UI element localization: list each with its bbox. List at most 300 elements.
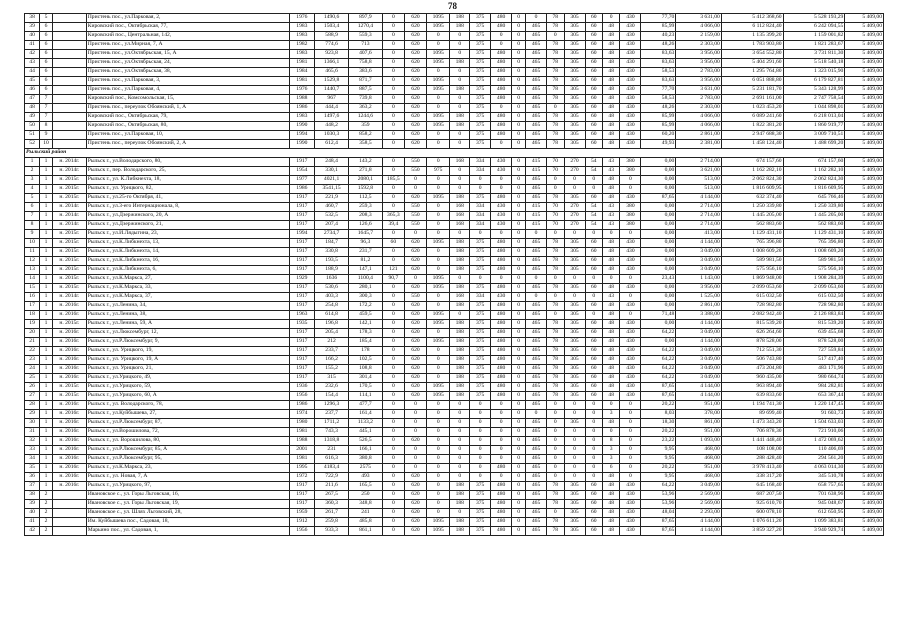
table-cell: 212: [315, 338, 349, 347]
table-row: [25, 356, 884, 365]
table-cell: 305: [564, 14, 585, 23]
table-cell: Пристень пос., ул.Мирная, 7, А: [86, 41, 289, 50]
table-cell: 0: [602, 428, 619, 437]
table-cell: 5 409,00: [845, 203, 884, 212]
table-cell: 254,8: [315, 302, 349, 311]
table-cell: 0: [512, 113, 526, 122]
table-cell: 2 569,00: [676, 500, 721, 509]
table-cell: 0,00: [641, 239, 676, 248]
table-cell: 620: [404, 59, 426, 68]
table-cell: 4 066,00: [676, 122, 721, 131]
table-cell: 0: [564, 464, 585, 473]
table-cell: 5 409,00: [845, 23, 884, 32]
table-cell: 188,9: [315, 266, 349, 275]
table-cell: Рыльск г., ул.Урицкого, 49,: [86, 374, 289, 383]
table-cell: 951,00: [676, 401, 721, 410]
table-cell: 2 099 053,60: [783, 284, 845, 293]
table-cell: 2: [25, 167, 40, 176]
table-cell: Рыльск г., ул. Новая, 7, А: [86, 473, 289, 482]
table-cell: 11: [25, 248, 40, 257]
table-cell: 54: [585, 221, 602, 230]
table-cell: 465: [526, 320, 547, 329]
table-cell: 87,65: [641, 392, 676, 401]
table-cell: 221,9: [315, 194, 349, 203]
table-cell: н. 2015г.: [52, 194, 86, 203]
table-cell: Пристень пос., переулок Обоянский, 2, А: [86, 140, 289, 149]
table-cell: 37: [25, 482, 40, 491]
table-cell: 60: [585, 374, 602, 383]
table-cell: 45: [25, 77, 40, 86]
table-cell: 1988: [289, 95, 315, 104]
table-cell: 430: [491, 203, 512, 212]
table-cell: 375: [470, 257, 491, 266]
table-cell: 480: [491, 383, 512, 392]
table-cell: 5 409,00: [845, 410, 884, 419]
table-cell: 193,5: [315, 257, 349, 266]
table-cell: 465: [526, 248, 547, 257]
table-cell: 0: [585, 419, 602, 428]
table-cell: 6 242 094,55: [783, 23, 845, 32]
table-cell: н. 2016г.: [52, 311, 86, 320]
table-cell: 3: [602, 446, 619, 455]
table-cell: 1: [40, 194, 53, 203]
table-cell: 375: [470, 266, 491, 275]
table-cell: 0: [382, 329, 404, 338]
table-cell: 0: [470, 230, 491, 239]
table-cell: 54: [585, 167, 602, 176]
table-cell: 0: [585, 464, 602, 473]
table-cell: 1: [40, 248, 53, 257]
table-cell: 1: [40, 365, 53, 374]
table-cell: 6: [602, 464, 619, 473]
table-cell: 231,7: [348, 248, 382, 257]
table-cell: 1 008 609,20: [721, 248, 783, 257]
table-cell: 48: [602, 131, 619, 140]
table-cell: 294 561,20: [783, 455, 845, 464]
table-cell: 0: [512, 230, 526, 239]
table-cell: 77,70: [641, 86, 676, 95]
table-cell: 305: [564, 509, 585, 518]
table-cell: 0: [450, 401, 470, 410]
table-cell: 2 747 758,54: [783, 95, 845, 104]
table-cell: 178: [348, 347, 382, 356]
table-cell: Рыльск г., ул.Урицкого, 97,: [86, 482, 289, 491]
table-cell: 3 049,00: [676, 329, 721, 338]
table-cell: 0: [382, 464, 404, 473]
table-cell: 430: [620, 248, 641, 257]
table-cell: 0: [427, 95, 450, 104]
table-cell: 465: [526, 392, 547, 401]
table-cell: 60: [585, 194, 602, 203]
table-cell: 305: [564, 527, 585, 536]
table-cell: 6: [40, 32, 53, 41]
table-cell: 1 135 399,20: [721, 32, 783, 41]
table-cell: 1095: [427, 284, 450, 293]
table-cell: 64,22: [641, 482, 676, 491]
table-cell: н. 2015г.: [52, 392, 86, 401]
table-cell: 620: [404, 320, 426, 329]
table-cell: 32: [25, 437, 40, 446]
table-cell: 48: [602, 257, 619, 266]
table-cell: 1917: [289, 293, 315, 302]
table-cell: 48: [602, 329, 619, 338]
table-cell: 0,00: [641, 167, 676, 176]
table-cell: 612 650,95: [783, 509, 845, 518]
table-cell: 674 157,60: [721, 158, 783, 167]
table-cell: 3 049,00: [676, 482, 721, 491]
table-cell: 468,00: [676, 473, 721, 482]
table-cell: 112,5: [348, 194, 382, 203]
table-cell: 620: [404, 491, 426, 500]
table-cell: 5 409,00: [845, 311, 884, 320]
table-cell: 185,4: [348, 338, 382, 347]
table-cell: 259,8: [315, 518, 349, 527]
table-cell: 0: [564, 446, 585, 455]
table-cell: 0: [450, 41, 470, 50]
table-cell: 465: [526, 77, 547, 86]
table-cell: 2 082 942,40: [721, 311, 783, 320]
table-cell: 7: [40, 104, 53, 113]
table-cell: 1983: [289, 113, 315, 122]
table-cell: 305: [564, 23, 585, 32]
table-cell: 188: [450, 257, 470, 266]
table-cell: 121: [382, 266, 404, 275]
table-cell: 480: [491, 464, 512, 473]
table-cell: 38: [25, 491, 40, 500]
table-cell: 430: [620, 482, 641, 491]
table-cell: 430: [620, 320, 641, 329]
table-cell: 1244,6: [348, 113, 382, 122]
table-cell: 375: [470, 131, 491, 140]
table-cell: 1988: [289, 437, 315, 446]
table-cell: 1095: [427, 122, 450, 131]
table-cell: 0: [427, 365, 450, 374]
table-cell: 43: [602, 203, 619, 212]
table-cell: 465: [526, 59, 547, 68]
table-cell: 728 982,80: [783, 302, 845, 311]
table-cell: 0: [547, 230, 564, 239]
table-cell: 480: [491, 131, 512, 140]
table-cell: 480: [491, 356, 512, 365]
table-row: [25, 509, 884, 518]
table-cell: н. 2016г.: [52, 437, 86, 446]
table-cell: 380: [620, 167, 641, 176]
table-cell: 0: [620, 464, 641, 473]
table-cell: 0: [547, 473, 564, 482]
table-cell: 448,2: [315, 122, 349, 131]
table-cell: 1 860 919,77: [783, 122, 845, 131]
table-cell: 1917: [289, 500, 315, 509]
table-cell: 0: [491, 446, 512, 455]
table-cell: 78: [547, 365, 564, 374]
table-cell: 305: [564, 329, 585, 338]
table-cell: 0: [585, 446, 602, 455]
table-cell: 722,9: [315, 473, 349, 482]
table-cell: 559,3: [348, 32, 382, 41]
table-cell: 0: [512, 104, 526, 113]
table-cell: 861,1: [348, 527, 382, 536]
table-cell: н. 2016г.: [52, 401, 86, 410]
table-cell: Пристень пос., ул.Октябрьская, 24,: [86, 59, 289, 68]
table-cell: 0: [547, 509, 564, 518]
table-cell: 0: [427, 212, 450, 221]
table-cell: 5 409,00: [845, 320, 884, 329]
table-cell: [52, 23, 86, 32]
table-cell: 38: [25, 14, 40, 23]
table-cell: 0: [450, 50, 470, 59]
table-cell: 0,00: [641, 338, 676, 347]
table-cell: 78: [547, 113, 564, 122]
table-cell: 0: [404, 455, 426, 464]
table-cell: 1: [40, 347, 53, 356]
table-cell: 126,6: [348, 221, 382, 230]
table-cell: 1917: [289, 482, 315, 491]
table-cell: 1 044 898,01: [783, 104, 845, 113]
table-cell: 620: [404, 41, 426, 50]
table-cell: 3 940 929,74: [783, 527, 845, 536]
table-cell: 0: [512, 284, 526, 293]
table-cell: 178,3: [348, 329, 382, 338]
table-cell: 430: [620, 50, 641, 59]
table-cell: 0: [512, 266, 526, 275]
table-cell: 0: [491, 104, 512, 113]
table-cell: 168: [450, 212, 470, 221]
table-cell: 0: [382, 338, 404, 347]
table-cell: 305: [564, 383, 585, 392]
table-cell: 639 455,68: [783, 329, 845, 338]
table-cell: 305: [564, 482, 585, 491]
table-cell: 562 883,60: [783, 221, 845, 230]
table-cell: 1 250 339,80: [721, 203, 783, 212]
table-cell: 142,1: [348, 320, 382, 329]
table-cell: 0: [491, 176, 512, 185]
table-cell: 49,93: [641, 140, 676, 149]
table-cell: 375: [470, 509, 491, 518]
table-cell: 0: [382, 122, 404, 131]
table-cell: 0: [450, 77, 470, 86]
table-cell: 0: [470, 419, 491, 428]
table-cell: 645 766,46: [783, 194, 845, 203]
table-cell: 1095: [427, 77, 450, 86]
table-cell: 620: [404, 140, 426, 149]
table-cell: 70: [547, 212, 564, 221]
table-cell: 375: [470, 392, 491, 401]
table-row: [25, 311, 884, 320]
table-cell: 0: [512, 131, 526, 140]
table-cell: 1981: [289, 428, 315, 437]
table-cell: 550: [404, 212, 426, 221]
table-cell: 0: [512, 482, 526, 491]
table-cell: 380,8: [348, 455, 382, 464]
table-cell: 0: [427, 446, 450, 455]
table-row: [25, 86, 884, 95]
table-cell: 375: [470, 113, 491, 122]
table-cell: 348,8: [348, 500, 382, 509]
table-cell: н. 2016г.: [52, 374, 86, 383]
table-cell: 375: [470, 338, 491, 347]
table-cell: 208,3: [348, 212, 382, 221]
table-cell: 188: [450, 239, 470, 248]
table-cell: 430: [620, 347, 641, 356]
table-cell: 480: [491, 329, 512, 338]
table-cell: 60: [585, 509, 602, 518]
section-title: Рыльский район: [25, 149, 884, 158]
table-cell: 0: [427, 329, 450, 338]
table-cell: 39: [25, 500, 40, 509]
table-cell: 305: [564, 347, 585, 356]
table-cell: 6: [40, 68, 53, 77]
table-cell: 430: [491, 221, 512, 230]
table-cell: 0: [382, 113, 404, 122]
table-cell: 620: [404, 50, 426, 59]
table-cell: 620: [404, 23, 426, 32]
table-cell: 445,1: [348, 428, 382, 437]
table-cell: 620: [404, 500, 426, 509]
table-cell: 3 654 552,80: [721, 50, 783, 59]
table-cell: 1: [25, 158, 40, 167]
table-cell: 430: [620, 239, 641, 248]
table-cell: 588,9: [315, 32, 349, 41]
table-cell: 1994: [289, 230, 315, 239]
table-cell: 0: [585, 275, 602, 284]
table-cell: 0: [602, 275, 619, 284]
table-cell: 1 458 124,40: [721, 140, 783, 149]
table-row: [25, 437, 884, 446]
table-cell: 5 409,00: [845, 41, 884, 50]
table-cell: 620: [404, 122, 426, 131]
table-cell: 48,26: [641, 104, 676, 113]
table-cell: 5 518 540,18: [783, 59, 845, 68]
table-cell: Рыльск г., ул.И.Лядыгина, 23,: [86, 230, 289, 239]
table-cell: 1963: [289, 311, 315, 320]
table-cell: 513,00: [676, 185, 721, 194]
table-cell: 925 610,70: [721, 500, 783, 509]
table-cell: 81,2: [348, 257, 382, 266]
table-cell: 184,7: [315, 239, 349, 248]
table-cell: Рыльск г., ул.К.Маркса, 37,: [86, 293, 289, 302]
table-cell: Ивановское с., ул. Горы Льговская, 16,: [86, 491, 289, 500]
table-cell: Им. Куйбышева пос., Садовая, 18,: [86, 518, 289, 527]
table-cell: 0: [382, 104, 404, 113]
table-row: [25, 419, 884, 428]
table-cell: 188: [450, 320, 470, 329]
table-cell: 0: [620, 311, 641, 320]
table-cell: 16: [25, 293, 40, 302]
table-cell: 0: [427, 500, 450, 509]
table-cell: 562 883,60: [721, 221, 783, 230]
table-cell: 4: [25, 185, 40, 194]
table-cell: 5 409,00: [845, 212, 884, 221]
table-cell: Ивановское с., ул. Шлях Льговский, 28,: [86, 509, 289, 518]
table-cell: 1917: [289, 347, 315, 356]
table-cell: 5 528 193,29: [783, 14, 845, 23]
table-cell: 60: [585, 320, 602, 329]
table-cell: 0: [512, 320, 526, 329]
table-cell: 620: [404, 266, 426, 275]
table-cell: 0: [564, 176, 585, 185]
table-cell: 0: [450, 176, 470, 185]
table-cell: [52, 527, 86, 536]
table-cell: 305: [564, 311, 585, 320]
page-number: 78: [448, 1, 457, 11]
table-cell: 5 409,00: [845, 293, 884, 302]
table-cell: 78: [547, 239, 564, 248]
table-cell: 2 569,00: [676, 491, 721, 500]
table-cell: 1: [40, 383, 53, 392]
table-cell: 687 207,50: [721, 491, 783, 500]
table-cell: 1: [40, 239, 53, 248]
table-cell: 620: [404, 14, 426, 23]
table-cell: 0: [491, 275, 512, 284]
table-cell: 60: [382, 239, 404, 248]
table-cell: 305: [564, 95, 585, 104]
table-cell: 89 699,40: [721, 410, 783, 419]
table-row: [25, 212, 884, 221]
table-cell: 0: [382, 374, 404, 383]
table-cell: 5 409,00: [845, 104, 884, 113]
table-cell: 50: [25, 122, 40, 131]
table-cell: 2 159,00: [676, 32, 721, 41]
table-cell: 108 108,00: [721, 446, 783, 455]
table-cell: 375: [470, 284, 491, 293]
table-cell: 0: [512, 428, 526, 437]
table-cell: 951,00: [676, 428, 721, 437]
table-cell: 28: [25, 401, 40, 410]
table-cell: 2: [40, 509, 53, 518]
table-cell: 0: [382, 410, 404, 419]
table-cell: 465: [526, 41, 547, 50]
table-cell: 3 009 710,51: [783, 131, 845, 140]
table-cell: 5 409,00: [845, 95, 884, 104]
table-cell: 3 956,00: [676, 284, 721, 293]
table-cell: 5 409,00: [845, 113, 884, 122]
table-cell: 1956: [289, 392, 315, 401]
table-cell: Рыльск г., ул.К.Либкнехта, 6,: [86, 266, 289, 275]
table-cell: 0: [382, 500, 404, 509]
table-cell: 0: [512, 419, 526, 428]
table-cell: 430: [491, 167, 512, 176]
table-cell: 24: [25, 365, 40, 374]
table-cell: Рыльск г., ул.Ленина, 59, А: [86, 320, 289, 329]
table-cell: 0: [382, 482, 404, 491]
table-cell: 465: [526, 176, 547, 185]
table-cell: 4 144,00: [676, 383, 721, 392]
table-cell: 0: [427, 401, 450, 410]
table-cell: 2080,1: [348, 176, 382, 185]
table-cell: 35: [25, 464, 40, 473]
table-cell: 415: [526, 203, 547, 212]
table-cell: 1 162 282,10: [783, 167, 845, 176]
table-cell: 7: [40, 113, 53, 122]
table-cell: 430: [620, 374, 641, 383]
table-cell: 0: [382, 158, 404, 167]
table-cell: 0: [512, 518, 526, 527]
table-cell: 5 409,00: [845, 32, 884, 41]
table-cell: 1 129 431,10: [783, 230, 845, 239]
table-cell: 78: [547, 86, 564, 95]
table-cell: 612,4: [315, 140, 349, 149]
table-row: [25, 104, 884, 113]
table-cell: 305: [564, 239, 585, 248]
table-cell: 60: [585, 113, 602, 122]
table-cell: 1 488 699,20: [783, 140, 845, 149]
table-cell: 48: [602, 140, 619, 149]
table-cell: 270: [564, 167, 585, 176]
table-cell: 64,22: [641, 374, 676, 383]
table-cell: 620: [404, 374, 426, 383]
table-cell: 78: [547, 194, 564, 203]
table-cell: 0: [382, 41, 404, 50]
